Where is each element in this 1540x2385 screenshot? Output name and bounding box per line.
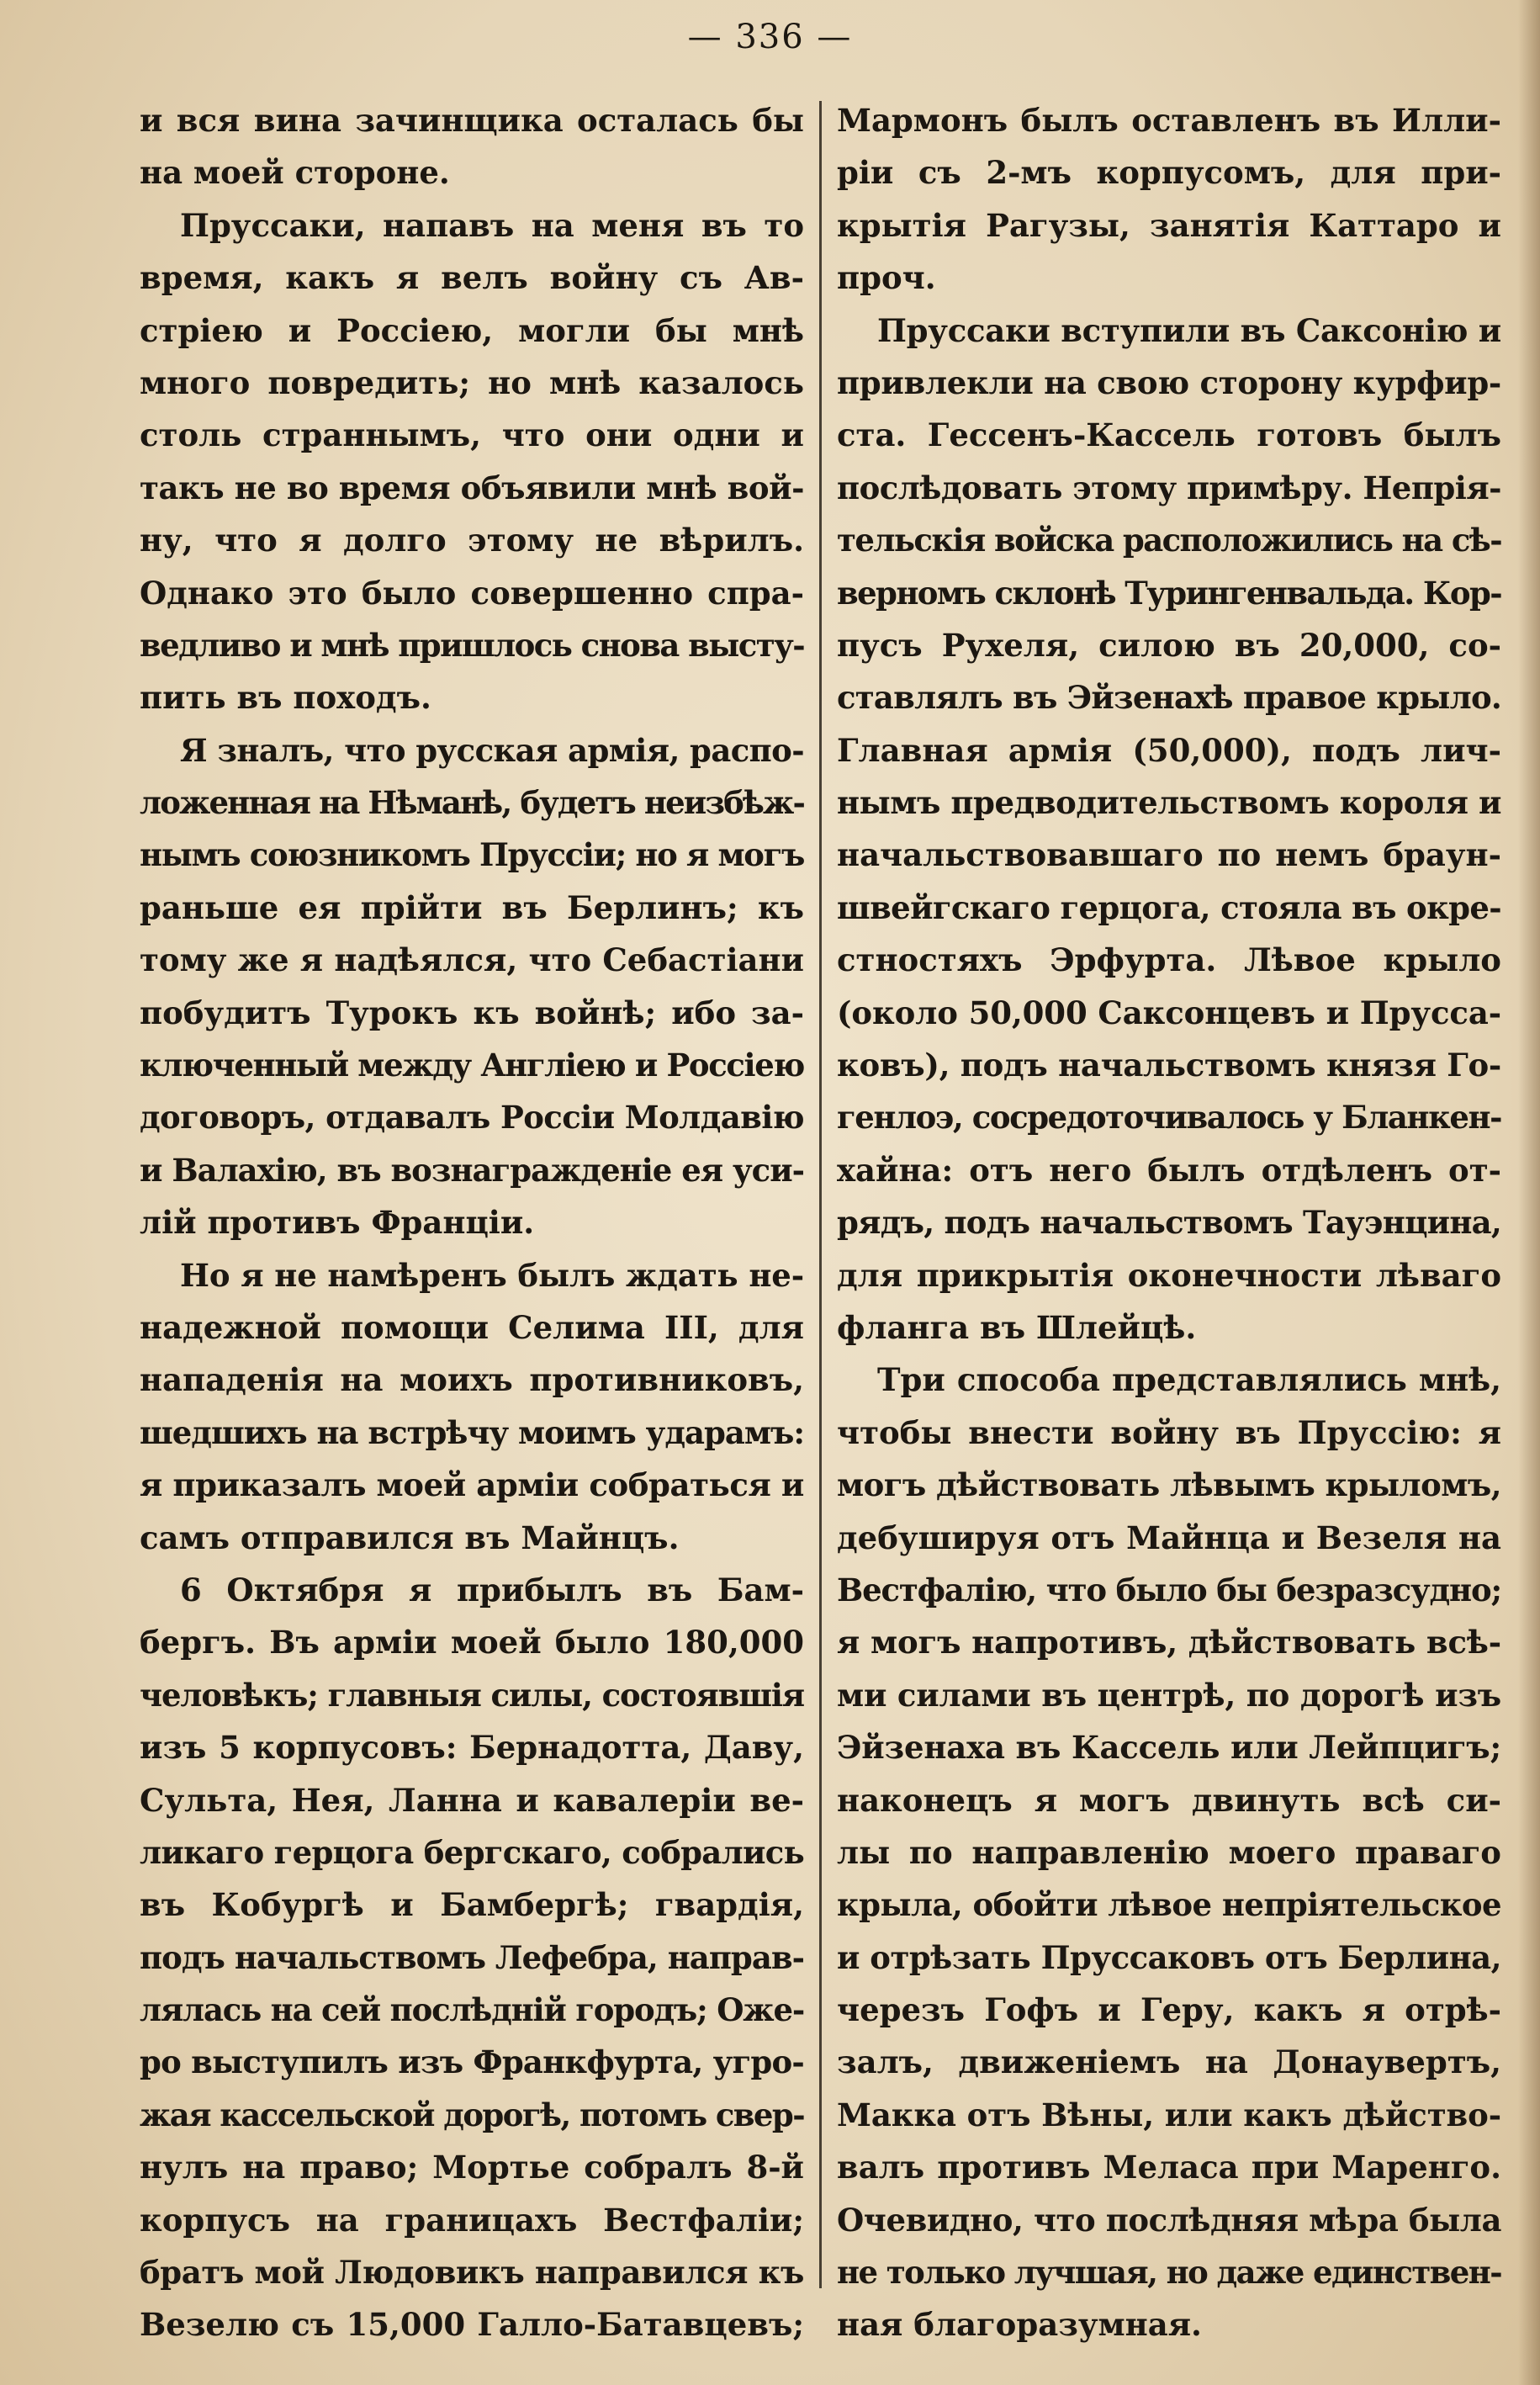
text-line: жая кассельской дорогѣ, потомъ свер- bbox=[140, 2096, 804, 2133]
text-line: могъ дѣйствовать лѣвымъ крыломъ, bbox=[837, 1466, 1501, 1504]
text-line: Главная армія (50,000), подъ лич- bbox=[837, 731, 1501, 769]
text-line: лій противъ Франціи. bbox=[140, 1204, 535, 1242]
text-line: генлоэ, сосредоточивалось у Бланкен- bbox=[837, 1099, 1501, 1137]
text-line: договоръ, отдавалъ Россіи Молдавію bbox=[140, 1099, 804, 1137]
text-line: раньше ея прійти въ Берлинъ; къ bbox=[140, 888, 804, 926]
text-line: надежной помощи Селима III, для bbox=[140, 1308, 804, 1346]
text-line: нымъ союзникомъ Пруссіи; но я могъ bbox=[140, 836, 804, 874]
text-line: нулъ на право; Мортье собралъ 8-й bbox=[140, 2149, 804, 2186]
text-line: лялась на сей послѣдній городъ; Оже- bbox=[140, 1991, 804, 2029]
text-line: дебушируя отъ Майнца и Везеля на bbox=[837, 1518, 1501, 1556]
text-line: Мармонъ былъ оставленъ въ Илли- bbox=[837, 102, 1501, 139]
text-line: ста. Гессенъ-Кассель готовъ былъ bbox=[837, 416, 1501, 454]
text-line: наконецъ я могъ двинуть всѣ си- bbox=[837, 1781, 1501, 1819]
text-line: чтобы внести войну въ Пруссію: я bbox=[837, 1413, 1501, 1451]
text-line: ложенная на Нѣманѣ, будетъ неизбѣж- bbox=[140, 784, 804, 822]
text-line: лы по направленію моего праваго bbox=[837, 1833, 1501, 1871]
column-divider bbox=[819, 101, 822, 2288]
text-line: такъ не во время объявили мнѣ вой- bbox=[140, 469, 804, 506]
text-line: ковъ), подъ начальствомъ князя Го- bbox=[837, 1047, 1501, 1084]
text-line: на моей стороне. bbox=[140, 154, 450, 192]
text-line: нападенія на моихъ противниковъ, bbox=[140, 1361, 804, 1399]
text-line: нымъ предводительствомъ короля и bbox=[837, 784, 1501, 822]
text-line: проч. bbox=[837, 259, 936, 297]
text-line: ми силами въ центрѣ, по дорогѣ изъ bbox=[837, 1676, 1501, 1714]
text-line: человѣкъ; главныя силы, состоявшія bbox=[140, 1676, 804, 1714]
text-line: стностяхъ Эрфурта. Лѣвое крыло bbox=[837, 941, 1501, 979]
text-line: Везелю съ 15,000 Галло-Батавцевъ; bbox=[140, 2306, 804, 2344]
text-line: тельскія войска расположились на сѣ- bbox=[837, 522, 1501, 559]
text-line: ріи съ 2-мъ корпусомъ, для при- bbox=[837, 154, 1501, 192]
text-line: ну, что я долго этому не вѣрилъ. bbox=[140, 522, 804, 559]
text-line: изъ 5 корпусовъ: Бернадотта, Даву, bbox=[140, 1729, 804, 1767]
text-line: 6 Октября я прибылъ въ Бам- bbox=[180, 1571, 804, 1609]
text-line: и Валахію, въ вознагражденіе ея уси- bbox=[140, 1151, 804, 1189]
text-line: подъ начальствомъ Лефебра, направ- bbox=[140, 1938, 804, 1976]
text-line: (около 50,000 Саксонцевъ и Прусса- bbox=[837, 994, 1501, 1031]
text-line: ная благоразумная. bbox=[837, 2306, 1202, 2344]
page-number: — 336 — bbox=[687, 18, 853, 56]
text-line: рядъ, подъ начальствомъ Тауэнцина, bbox=[837, 1204, 1501, 1242]
text-line: Три способа представлялись мнѣ, bbox=[877, 1361, 1501, 1399]
left-text-column bbox=[140, 94, 804, 2351]
text-line: верномъ склонѣ Турингенвальда. Кор- bbox=[837, 574, 1501, 612]
text-line: столь страннымъ, что они одни и bbox=[140, 416, 804, 454]
text-line: много повредить; но мнѣ казалось bbox=[140, 363, 804, 401]
text-line: крыла, обойти лѣвое непріятельское bbox=[837, 1886, 1501, 1924]
text-line: пить въ походъ. bbox=[140, 679, 431, 717]
text-line: черезъ Гофъ и Геру, какъ я отрѣ- bbox=[837, 1991, 1501, 2029]
text-line: Эйзенаха въ Кассель или Лейпцигъ; bbox=[837, 1729, 1501, 1767]
text-line: Очевидно, что послѣдняя мѣра была bbox=[837, 2201, 1501, 2239]
text-line: ведливо и мнѣ пришлось снова высту- bbox=[140, 626, 804, 664]
text-line: въ Кобургѣ и Бамбергѣ; гвардія, bbox=[140, 1886, 804, 1924]
text-line: стріею и Россіею, могли бы мнѣ bbox=[140, 311, 804, 349]
text-line: Вестфалію, что было бы безразсудно; bbox=[837, 1571, 1501, 1609]
right-text-column bbox=[837, 94, 1501, 2351]
text-line: ро выступилъ изъ Франкфурта, угро- bbox=[140, 2043, 804, 2081]
text-line: швейгскаго герцога, стояла въ окре- bbox=[837, 888, 1501, 926]
text-line: Я зналъ, что русская армія, распо- bbox=[180, 731, 804, 769]
text-line: братъ мой Людовикъ направился къ bbox=[140, 2254, 804, 2292]
page-edge-shadow bbox=[1518, 0, 1540, 2385]
text-line: крытія Рагузы, занятія Каттаро и bbox=[837, 206, 1501, 244]
text-line: ликаго герцога бергскаго, собрались bbox=[140, 1833, 804, 1871]
text-line: Пруссаки, напавъ на меня въ то bbox=[180, 206, 804, 244]
text-line: ставлялъ въ Эйзенахѣ правое крыло. bbox=[837, 679, 1501, 717]
text-line: самъ отправился въ Майнцъ. bbox=[140, 1518, 680, 1556]
text-line: и отрѣзать Пруссаковъ отъ Берлина, bbox=[837, 1938, 1501, 1976]
text-line: Сульта, Нея, Ланна и кавалеріи ве- bbox=[140, 1781, 804, 1819]
text-line: Пруссаки вступили въ Саксонію и bbox=[877, 311, 1501, 349]
text-line: я могъ напротивъ, дѣйствовать всѣ- bbox=[837, 1624, 1501, 1662]
text-line: и вся вина зачинщика осталась бы bbox=[140, 102, 804, 139]
text-line: для прикрытія оконечности лѣваго bbox=[837, 1256, 1501, 1294]
text-line: тому же я надѣялся, что Себастіани bbox=[140, 941, 804, 979]
text-line: побудитъ Турокъ къ войнѣ; ибо за- bbox=[140, 994, 804, 1031]
text-line: пусъ Рухеля, силою въ 20,000, со- bbox=[837, 626, 1501, 664]
text-line: Макка отъ Вѣны, или какъ дѣйство- bbox=[837, 2096, 1501, 2133]
text-line: послѣдовать этому примѣру. Непрія- bbox=[837, 469, 1501, 506]
text-line: ключенный между Англіею и Россіею bbox=[140, 1047, 804, 1084]
text-line: фланга въ Шлейцѣ. bbox=[837, 1308, 1197, 1346]
text-line: я приказалъ моей арміи собраться и bbox=[140, 1466, 804, 1504]
text-line: не только лучшая, но даже единствен- bbox=[837, 2254, 1501, 2292]
text-line: привлекли на свою сторону курфир- bbox=[837, 363, 1501, 401]
text-line: Но я не намѣренъ былъ ждать не- bbox=[180, 1256, 804, 1294]
text-line: бергъ. Въ арміи моей было 180,000 bbox=[140, 1624, 804, 1662]
text-line: хайна: отъ него былъ отдѣленъ от- bbox=[837, 1151, 1501, 1189]
text-line: начальствовавшаго по немъ браун- bbox=[837, 836, 1501, 874]
text-line: валъ противъ Меласа при Маренго. bbox=[837, 2149, 1501, 2186]
text-line: Однако это было совершенно спра- bbox=[140, 574, 804, 612]
text-line: корпусъ на границахъ Вестфаліи; bbox=[140, 2201, 804, 2239]
text-line: шедшихъ на встрѣчу моимъ ударамъ: bbox=[140, 1413, 804, 1451]
text-line: время, какъ я велъ войну съ Ав- bbox=[140, 259, 804, 297]
text-line: залъ, движеніемъ на Донаувертъ, bbox=[837, 2043, 1501, 2081]
